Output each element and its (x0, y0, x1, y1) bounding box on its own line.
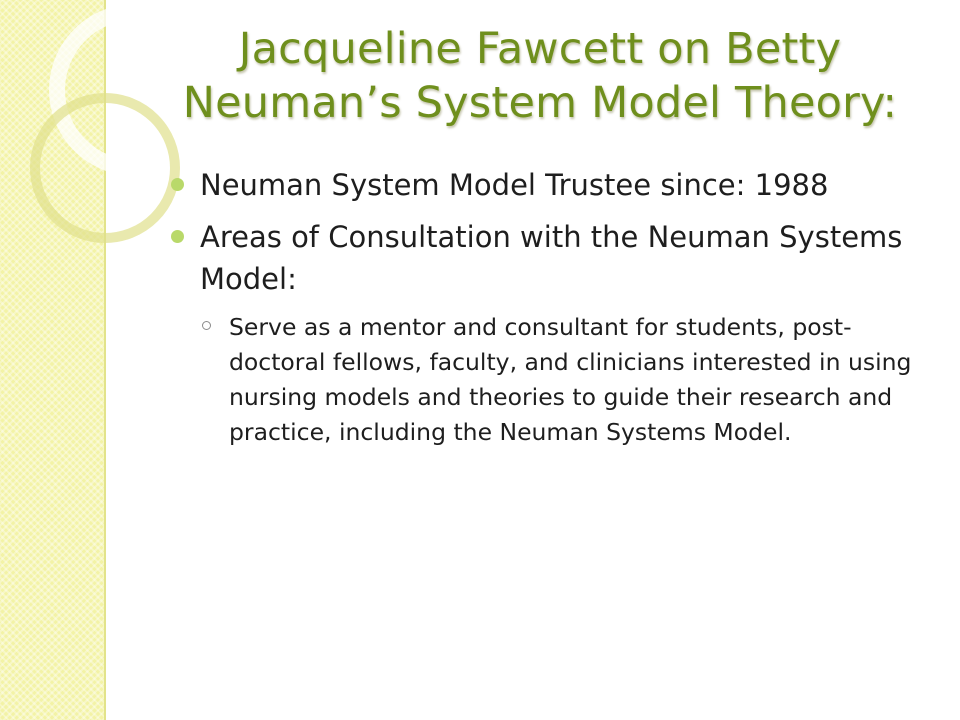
bullet-trustee (170, 164, 915, 206)
slide-body (170, 164, 915, 450)
bullet-consultation-areas (170, 216, 915, 300)
sub-bullet-text: Serve as a mentor and consultant for students, post-doctoral fellows, faculty, and clinicians interested in using nursing models and theories to guide their research and practice, including the Neuman Systems Model. (229, 313, 912, 446)
bullet-dot-icon (171, 178, 184, 191)
slide-title: Jacqueline Fawcett on Betty Neuman’s System Model Theory: (182, 24, 898, 128)
bullet-text: Neuman System Model Trustee since: 1988 (200, 168, 829, 202)
bullet-text: Areas of Consultation with the Neuman Systems Model: (200, 220, 903, 296)
ring-bullet-icon (202, 321, 211, 330)
sub-bullet-list (170, 310, 915, 450)
sub-bullet-mentor (200, 310, 915, 450)
bullet-dot-icon (171, 230, 184, 243)
